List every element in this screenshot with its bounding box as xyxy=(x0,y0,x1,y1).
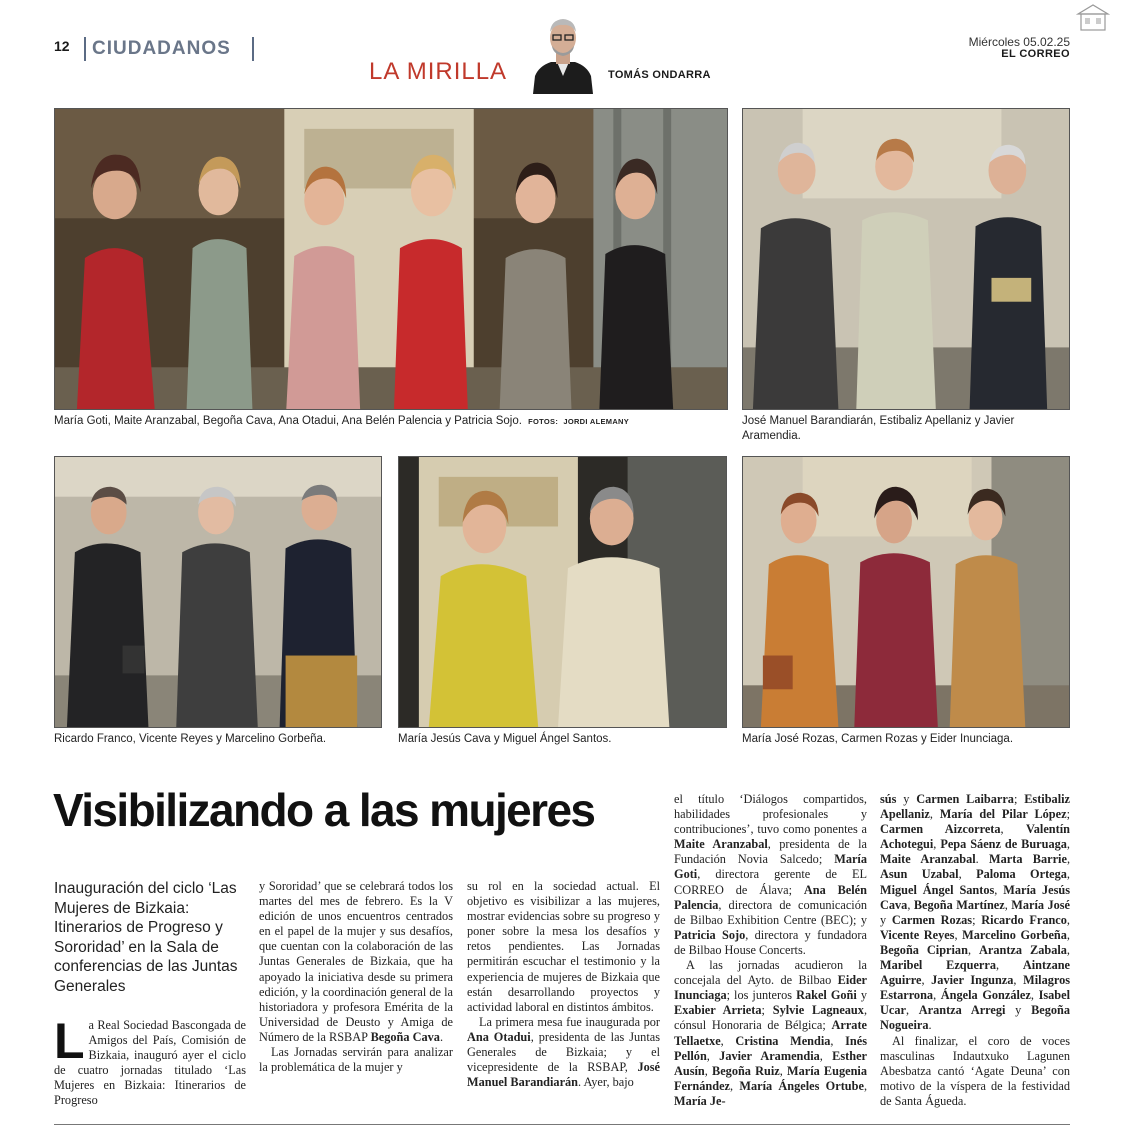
punctuation: , xyxy=(1066,942,1070,957)
header-divider xyxy=(84,37,86,61)
paragraph-text: y xyxy=(880,912,887,927)
punctuation: , xyxy=(994,882,998,897)
punctuation: ; xyxy=(972,912,976,927)
article-column-3 xyxy=(467,879,660,1090)
person-name: Ana Otadui xyxy=(467,1029,531,1044)
bottom-rule xyxy=(54,1124,1070,1125)
person-name: Begoña Ruiz xyxy=(712,1063,780,1078)
punctuation: , xyxy=(1000,822,1004,837)
person-name: Aintzane Aguirre xyxy=(880,958,1071,988)
column-title: LA MIRILLA xyxy=(369,58,508,85)
person-name: Patricia Sojo xyxy=(674,927,746,942)
photo-three-women xyxy=(742,456,1070,728)
photo-caption xyxy=(54,414,728,429)
article-column-2 xyxy=(259,879,453,1075)
photo-group-six-women xyxy=(54,108,728,410)
photo-caption: María José Rozas, Carmen Rozas y Eider Inunciaga. xyxy=(742,733,1014,745)
person-name: María José xyxy=(1011,897,1070,912)
punctuation: , xyxy=(1066,912,1070,927)
article-column-5 xyxy=(880,792,1070,1109)
header-divider xyxy=(252,37,254,61)
photo-caption: Ricardo Franco, Vicente Reyes y Marcelino Gorbeña. xyxy=(54,733,327,745)
punctuation: , xyxy=(929,807,933,822)
punctuation: ; xyxy=(761,1003,765,1018)
person-name: Vicente Reyes xyxy=(880,927,955,942)
paragraph-text: el título ‘Diálogos compartidos, habilidades profesionales y contribuciones’, tuvo como ponentes a xyxy=(674,792,867,837)
paragraph-text: Al finalizar, el coro de voces masculinas Indautxuko Lagunen Abesbatza cantó ‘Agate Deuna’ con motivo de la víspera de la festividad de Santa Águeda. xyxy=(880,1033,1070,1108)
caption-text: María Goti, Maite Aranzabal, Begoña Cava, Ana Otadui, Ana Belén Palencia y Patricia Sojo. xyxy=(54,415,522,427)
photo-group-three-men xyxy=(54,456,382,728)
person-name: Begoña Nogueira xyxy=(880,1003,1071,1033)
punctuation: , xyxy=(730,1078,734,1093)
punctuation: , xyxy=(907,897,911,912)
photo-credit-label: FOTOS: xyxy=(528,417,559,426)
person-name: Sylvie Lagneaux xyxy=(772,1003,864,1018)
person-name: María Eugenia Fernández xyxy=(674,1063,867,1093)
person-name: Arantza Zabala xyxy=(979,942,1067,957)
punctuation: , xyxy=(830,1033,834,1048)
punctuation: , xyxy=(779,1063,783,1078)
article-headline: Visibilizando a las mujeres xyxy=(53,784,595,836)
author-name: TOMÁS ONDARRA xyxy=(608,69,711,81)
paragraph-text: . Ayer, bajo xyxy=(578,1075,634,1090)
punctuation: ; xyxy=(1013,792,1018,806)
punctuation: , xyxy=(996,958,1000,973)
punctuation: , xyxy=(967,942,972,957)
home-icon[interactable] xyxy=(1075,2,1111,32)
person-name: María del Pilar López xyxy=(939,807,1067,822)
paragraph-text: y xyxy=(903,792,910,806)
person-name: Carmen Rozas xyxy=(891,912,973,927)
punctuation: , xyxy=(933,837,937,852)
photo-credit-name: JORDI ALEMANY xyxy=(563,417,630,426)
punctuation: , xyxy=(921,973,925,988)
person-name: Javier Ingunza xyxy=(931,973,1014,988)
paragraph-text: Las Jornadas servirán para analizar la problemática de la mujer y xyxy=(259,1045,453,1075)
punctuation: , xyxy=(704,1063,708,1078)
person-name: Begoña Ciprian xyxy=(880,942,968,957)
person-name: Milagros Estarrona xyxy=(880,973,1071,1003)
person-name: Arrate Tellaetxe xyxy=(674,1018,867,1048)
punctuation: , xyxy=(954,927,958,942)
paragraph-text: y xyxy=(1015,1003,1022,1018)
punctuation: ; xyxy=(1066,807,1070,822)
punctuation: , xyxy=(720,1033,724,1048)
punctuation: . xyxy=(439,1029,444,1044)
paragraph-text: , directora gerente de EL CORREO de Álava; xyxy=(674,867,867,897)
punctuation: , xyxy=(819,1048,823,1063)
person-name: Pepa Sáenz de Buruaga xyxy=(940,837,1067,852)
person-name: Isabel Ucar xyxy=(880,988,1070,1018)
punctuation: , xyxy=(1066,927,1070,942)
person-name: Maite Aranzabal xyxy=(880,852,976,867)
person-name: Rakel Goñi xyxy=(796,988,857,1003)
punctuation: , xyxy=(1013,973,1017,988)
person-name: Cristina Mendia xyxy=(735,1033,831,1048)
photo-caption: José Manuel Barandiarán, Estibaliz Apellaniz y Javier Aramendia. xyxy=(742,415,1015,442)
person-name: Arantza Arregi xyxy=(918,1003,1006,1018)
article-column-4 xyxy=(674,792,867,1109)
punctuation: , xyxy=(706,1048,710,1063)
paragraph-text: y Sororidad’ que se celebrará todos los martes del mes de febrero. Es la V edición de unos encuentros centrados en el papel de la mujer y sus desafíos, que cuentan con la colaboración de las Juntas Generales de Bizkaia, que ha apoyado la iniciativa desde su primera edición, y la coordinación general de la historiadora y profesora Emérita de la Universidad de Deusto y Amiga de Número de la RSBAP xyxy=(259,879,453,1044)
paragraph-text: y xyxy=(860,988,867,1003)
article-column-1 xyxy=(54,1013,246,1109)
punctuation: , xyxy=(1066,852,1071,867)
paragraph-text: a Real Sociedad Bascongada de Amigos del País, Comisión de Bizkaia, inauguró ayer el ciclo de cuatro jornadas titulado ‘Las Mujeres en Bizkaia: Itinerarios de Progreso xyxy=(54,1018,246,1108)
paragraph-text: , directora de comunicación de Bilbao Exhibition Centre (BEC); y xyxy=(674,897,867,927)
punctuation: , xyxy=(933,988,937,1003)
person-name: María Jesús Cava xyxy=(880,882,1070,912)
author-portrait xyxy=(529,10,597,94)
paragraph-text: , cónsul Honoraria de Bélgica; xyxy=(674,1003,868,1033)
person-name: Maite Aranzabal xyxy=(674,837,768,852)
person-name: Asun Uzabal xyxy=(880,867,959,882)
person-name: María Je- xyxy=(674,1093,726,1108)
person-name: Eider Inunciaga xyxy=(674,973,867,1003)
person-name: Ángela González xyxy=(940,988,1031,1003)
punctuation: , xyxy=(1004,897,1008,912)
person-name: Miguel Ángel Santos xyxy=(880,882,995,897)
person-name: Carmen Aizcorreta xyxy=(880,822,1001,837)
person-name: Estibaliz Apellaniz xyxy=(880,792,1070,822)
person-name: María Goti xyxy=(674,852,867,882)
person-name: Carmen Laibarra xyxy=(916,792,1014,806)
photo-couple xyxy=(398,456,727,728)
person-name: sús xyxy=(880,792,897,806)
publication-date: Miércoles 05.02.25 xyxy=(968,35,1070,49)
person-name: José Manuel Barandiarán xyxy=(467,1060,661,1090)
punctuation: . xyxy=(928,1018,932,1033)
photo-group-three xyxy=(742,108,1070,410)
person-name: Javier Aramendia xyxy=(719,1048,820,1063)
punctuation: , xyxy=(863,1078,868,1093)
punctuation: , xyxy=(1066,867,1070,882)
person-name: Begoña Martínez xyxy=(913,897,1005,912)
person-name: Paloma Ortega xyxy=(976,867,1067,882)
paragraph-text: , directora y fundadora de Bilbao House Concerts. xyxy=(674,927,867,957)
person-name: Marta Barrie xyxy=(989,852,1067,867)
section-name: CIUDADANOS xyxy=(92,38,231,59)
paragraph-text: su rol en la sociedad actual. El objetivo es visibilizar a las mujeres, mostrar evidencias sobre su progreso y poner sobre la mesa los desafíos y retos pendientes. Las Jornadas permitirán escuchar el testimonio y la experiencia de mujeres de Bizkaia que están desarrollando proyectos y actividad laboral en distintos ámbitos. xyxy=(467,879,660,1014)
punctuation: , xyxy=(1066,837,1070,852)
person-name: Maribel Ezquerra xyxy=(880,958,996,973)
page-number: 12 xyxy=(54,38,70,54)
newspaper-name: EL CORREO xyxy=(1001,48,1070,60)
person-name: Ana Belén Palencia xyxy=(674,882,867,912)
article-subhead: Inauguración del ciclo ‘Las Mujeres de Bizkaia: Itinerarios de Progreso y Sororidad’ en la Sala de conferencias de las Juntas Generales xyxy=(54,880,238,995)
paragraph-text: La primera mesa fue inaugurada por xyxy=(479,1014,660,1029)
drop-cap: L xyxy=(54,1013,85,1069)
person-name: Marcelino Gorbeña xyxy=(962,927,1067,942)
person-name: Valentín Achotegui xyxy=(880,822,1070,852)
paragraph-text: A las jornadas acudieron la concejala del Ayto. de Bilbao xyxy=(674,958,867,988)
punctuation: , xyxy=(1030,988,1034,1003)
person-name: Begoña Cava xyxy=(370,1029,440,1044)
punctuation: , xyxy=(958,867,962,882)
paragraph-text: , presidenta de las Juntas Generales de Bizkaia; y el vicepresidente de la RSBAP, xyxy=(467,1029,660,1075)
person-name: Exabier Arrieta xyxy=(674,1003,762,1018)
person-name: Inés Pellón xyxy=(674,1033,868,1063)
person-name: María Ángeles Ortube xyxy=(739,1078,864,1093)
person-name: Esther Ausín xyxy=(674,1048,867,1078)
photo-caption: María Jesús Cava y Miguel Ángel Santos. xyxy=(398,733,612,745)
punctuation: . xyxy=(975,852,979,867)
paragraph-text: ; los junteros xyxy=(726,988,793,1003)
paragraph-text: , presidenta de la Fundación Novia Salcedo; xyxy=(674,837,867,867)
punctuation: , xyxy=(905,1003,910,1018)
person-name: Ricardo Franco xyxy=(981,912,1067,927)
